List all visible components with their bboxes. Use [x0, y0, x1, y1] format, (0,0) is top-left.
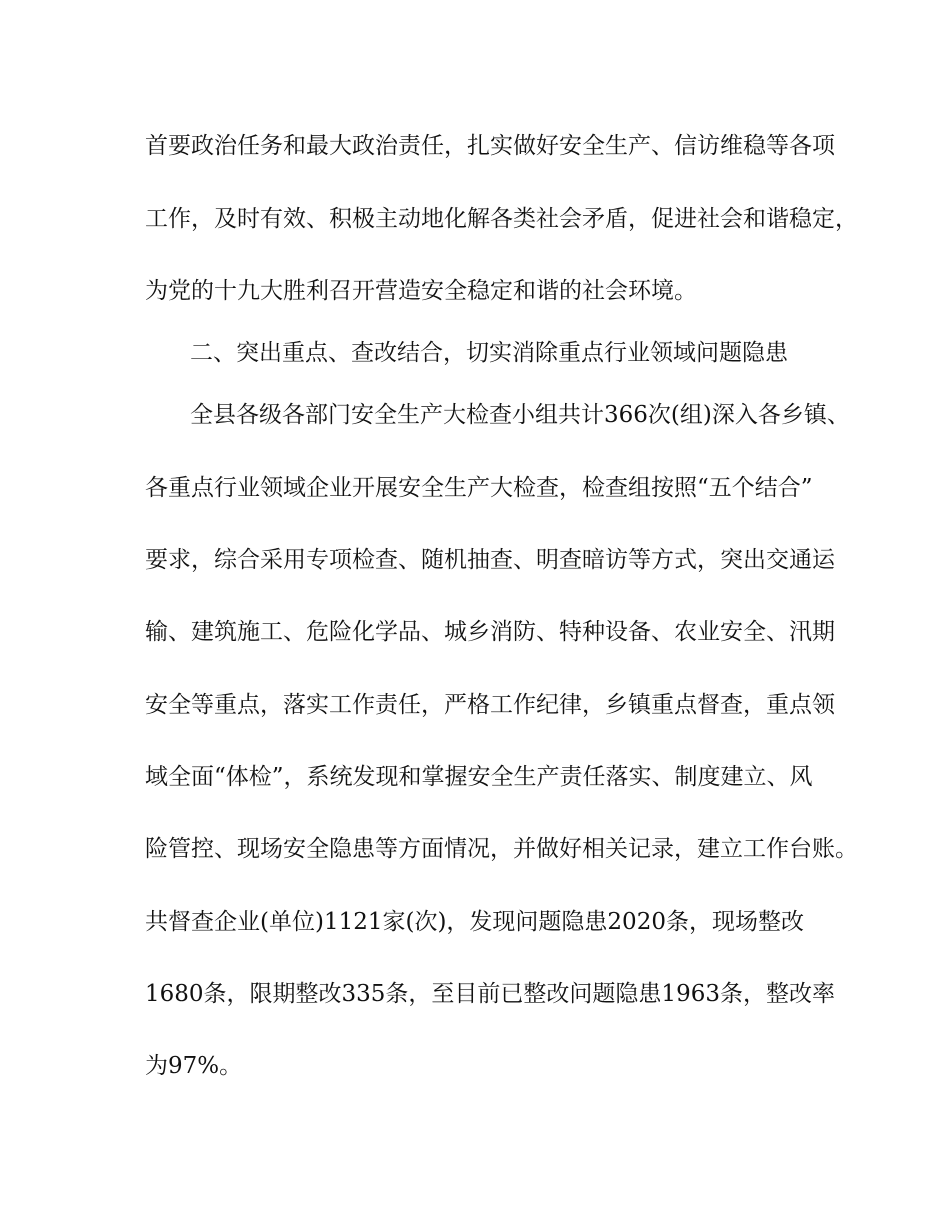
paragraph-line: 为党的十九大胜利召开营造安全稳定和谐的社会环境。: [145, 278, 697, 304]
paragraph-line: 工作，及时有效、积极主动地化解各类社会矛盾，促进社会和谐稳定，: [145, 206, 858, 232]
paragraph-line: 为97%。: [145, 1053, 243, 1079]
paragraph-line: 首要政治任务和最大政治责任，扎实做好安全生产、信访维稳等各项: [145, 133, 835, 159]
paragraph-line: 要求，综合采用专项检查、随机抽查、明查暗访等方式，突出交通运: [145, 547, 835, 573]
paragraph-line: 各重点行业领域企业开展安全生产大检查，检查组按照“五个结合”: [145, 475, 813, 501]
paragraph-line: 共督查企业(单位)1121家(次)，发现问题隐患2020条，现场整改: [145, 909, 804, 935]
paragraph-line: 输、建筑施工、危险化学品、城乡消防、特种设备、农业安全、汛期: [145, 619, 835, 645]
section-heading: 二、突出重点、查改结合，切实消除重点行业领域问题隐患: [190, 340, 788, 366]
paragraph-line: 险管控、现场安全隐患等方面情况，并做好相关记录，建立工作台账。: [145, 836, 858, 862]
paragraph-line: 1680条，限期整改335条，至目前已整改问题隐患1963条，整改率: [145, 981, 835, 1007]
paragraph-line: 安全等重点，落实工作责任，严格工作纪律，乡镇重点督查，重点领: [145, 692, 835, 718]
paragraph-line: 全县各级各部门安全生产大检查小组共计366次(组)深入各乡镇、: [190, 402, 850, 428]
paragraph-line: 域全面“体检”，系统发现和掌握安全生产责任落实、制度建立、风: [145, 764, 813, 790]
